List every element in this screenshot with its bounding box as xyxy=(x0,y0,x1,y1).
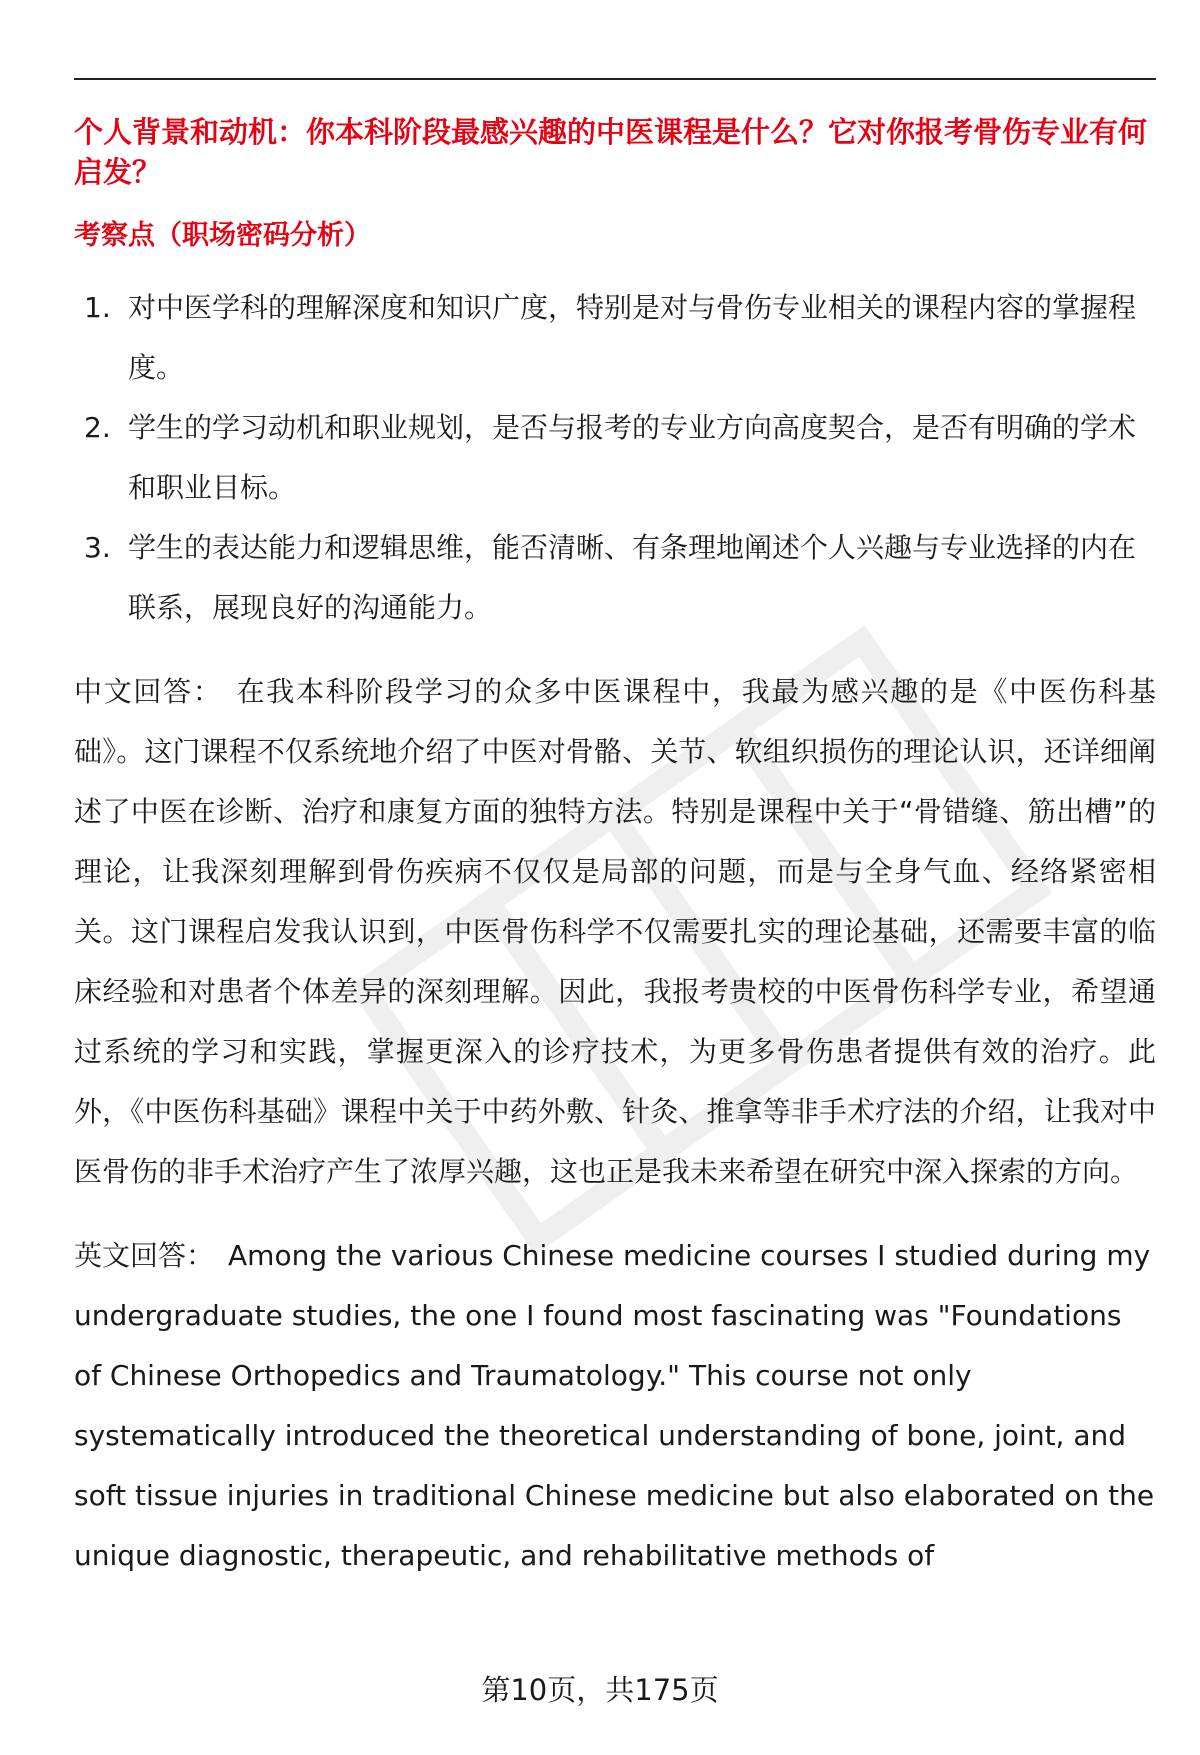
english-answer-label: 英文回答： xyxy=(74,1239,215,1272)
english-answer-text: Among the various Chinese medicine courses I studied during my undergraduate studies, the one I found most fascinating was "Foundations of Chinese Orthopedics and Traumatology." This course not only systematically introduced the theoretical understanding of bone, joint, and soft tissue injuries in traditional Chinese medicine but also elaborated on the unique diagnostic, therapeutic, and rehabilitative methods of xyxy=(74,1239,1155,1572)
page-number-footer: 第10页，共175页 xyxy=(481,1673,719,1707)
english-answer-paragraph xyxy=(74,1226,1156,1586)
list-item-number: 1. xyxy=(84,291,111,324)
list-item-text: 学生的表达能力和逻辑思维，能否清晰、有条理地阐述个人兴趣与专业选择的内在联系，展现良好的沟通能力。 xyxy=(128,531,1137,624)
list-item-number: 2. xyxy=(84,411,111,444)
assessment-points-list xyxy=(74,278,1156,638)
list-item xyxy=(74,398,1156,518)
section-heading: 考察点（职场密码分析） xyxy=(74,220,371,251)
main-content xyxy=(74,100,1156,1586)
chinese-answer-label: 中文回答： xyxy=(74,675,223,708)
chinese-answer-paragraph xyxy=(74,662,1156,1202)
question-heading: 个人背景和动机：你本科阶段最感兴趣的中医课程是什么？它对你报考骨伤专业有何启发？ xyxy=(74,115,1148,189)
list-item xyxy=(74,518,1156,638)
list-item xyxy=(74,278,1156,398)
top-divider xyxy=(74,78,1156,80)
list-item-text: 学生的学习动机和职业规划，是否与报考的专业方向高度契合，是否有明确的学术和职业目标。 xyxy=(128,411,1137,504)
list-item-text: 对中医学科的理解深度和知识广度，特别是对与骨伤专业相关的课程内容的掌握程度。 xyxy=(128,291,1137,384)
chinese-answer-text: 在我本科阶段学习的众多中医课程中，我最为感兴趣的是《中医伤科基础》。这门课程不仅系统地介绍了中医对骨骼、关节、软组织损伤的理论认识，还详细阐述了中医在诊断、治疗和康复方面的独特方法。特别是课程中关于“骨错缝、筋出槽”的理论，让我深刻理解到骨伤疾病不仅仅是局部的问题，而是与全身气血、经络紧密相关。这门课程启发我认识到，中医骨伤科学不仅需要扎实的理论基础，还需要丰富的临床经验和对患者个体差异的深刻理解。因此，我报考贵校的中医骨伤科学专业，希望通过系统的学习和实践，掌握更深入的诊疗技术，为更多骨伤患者提供有效的治疗。此外，《中医伤科基础》课程中关于中药外敷、针灸、推拿等非手术疗法的介绍，让我对中医骨伤的非手术治疗产生了浓厚兴趣，这也正是我未来希望在研究中深入探索的方向。 xyxy=(74,675,1156,1188)
list-item-number: 3. xyxy=(84,531,111,564)
